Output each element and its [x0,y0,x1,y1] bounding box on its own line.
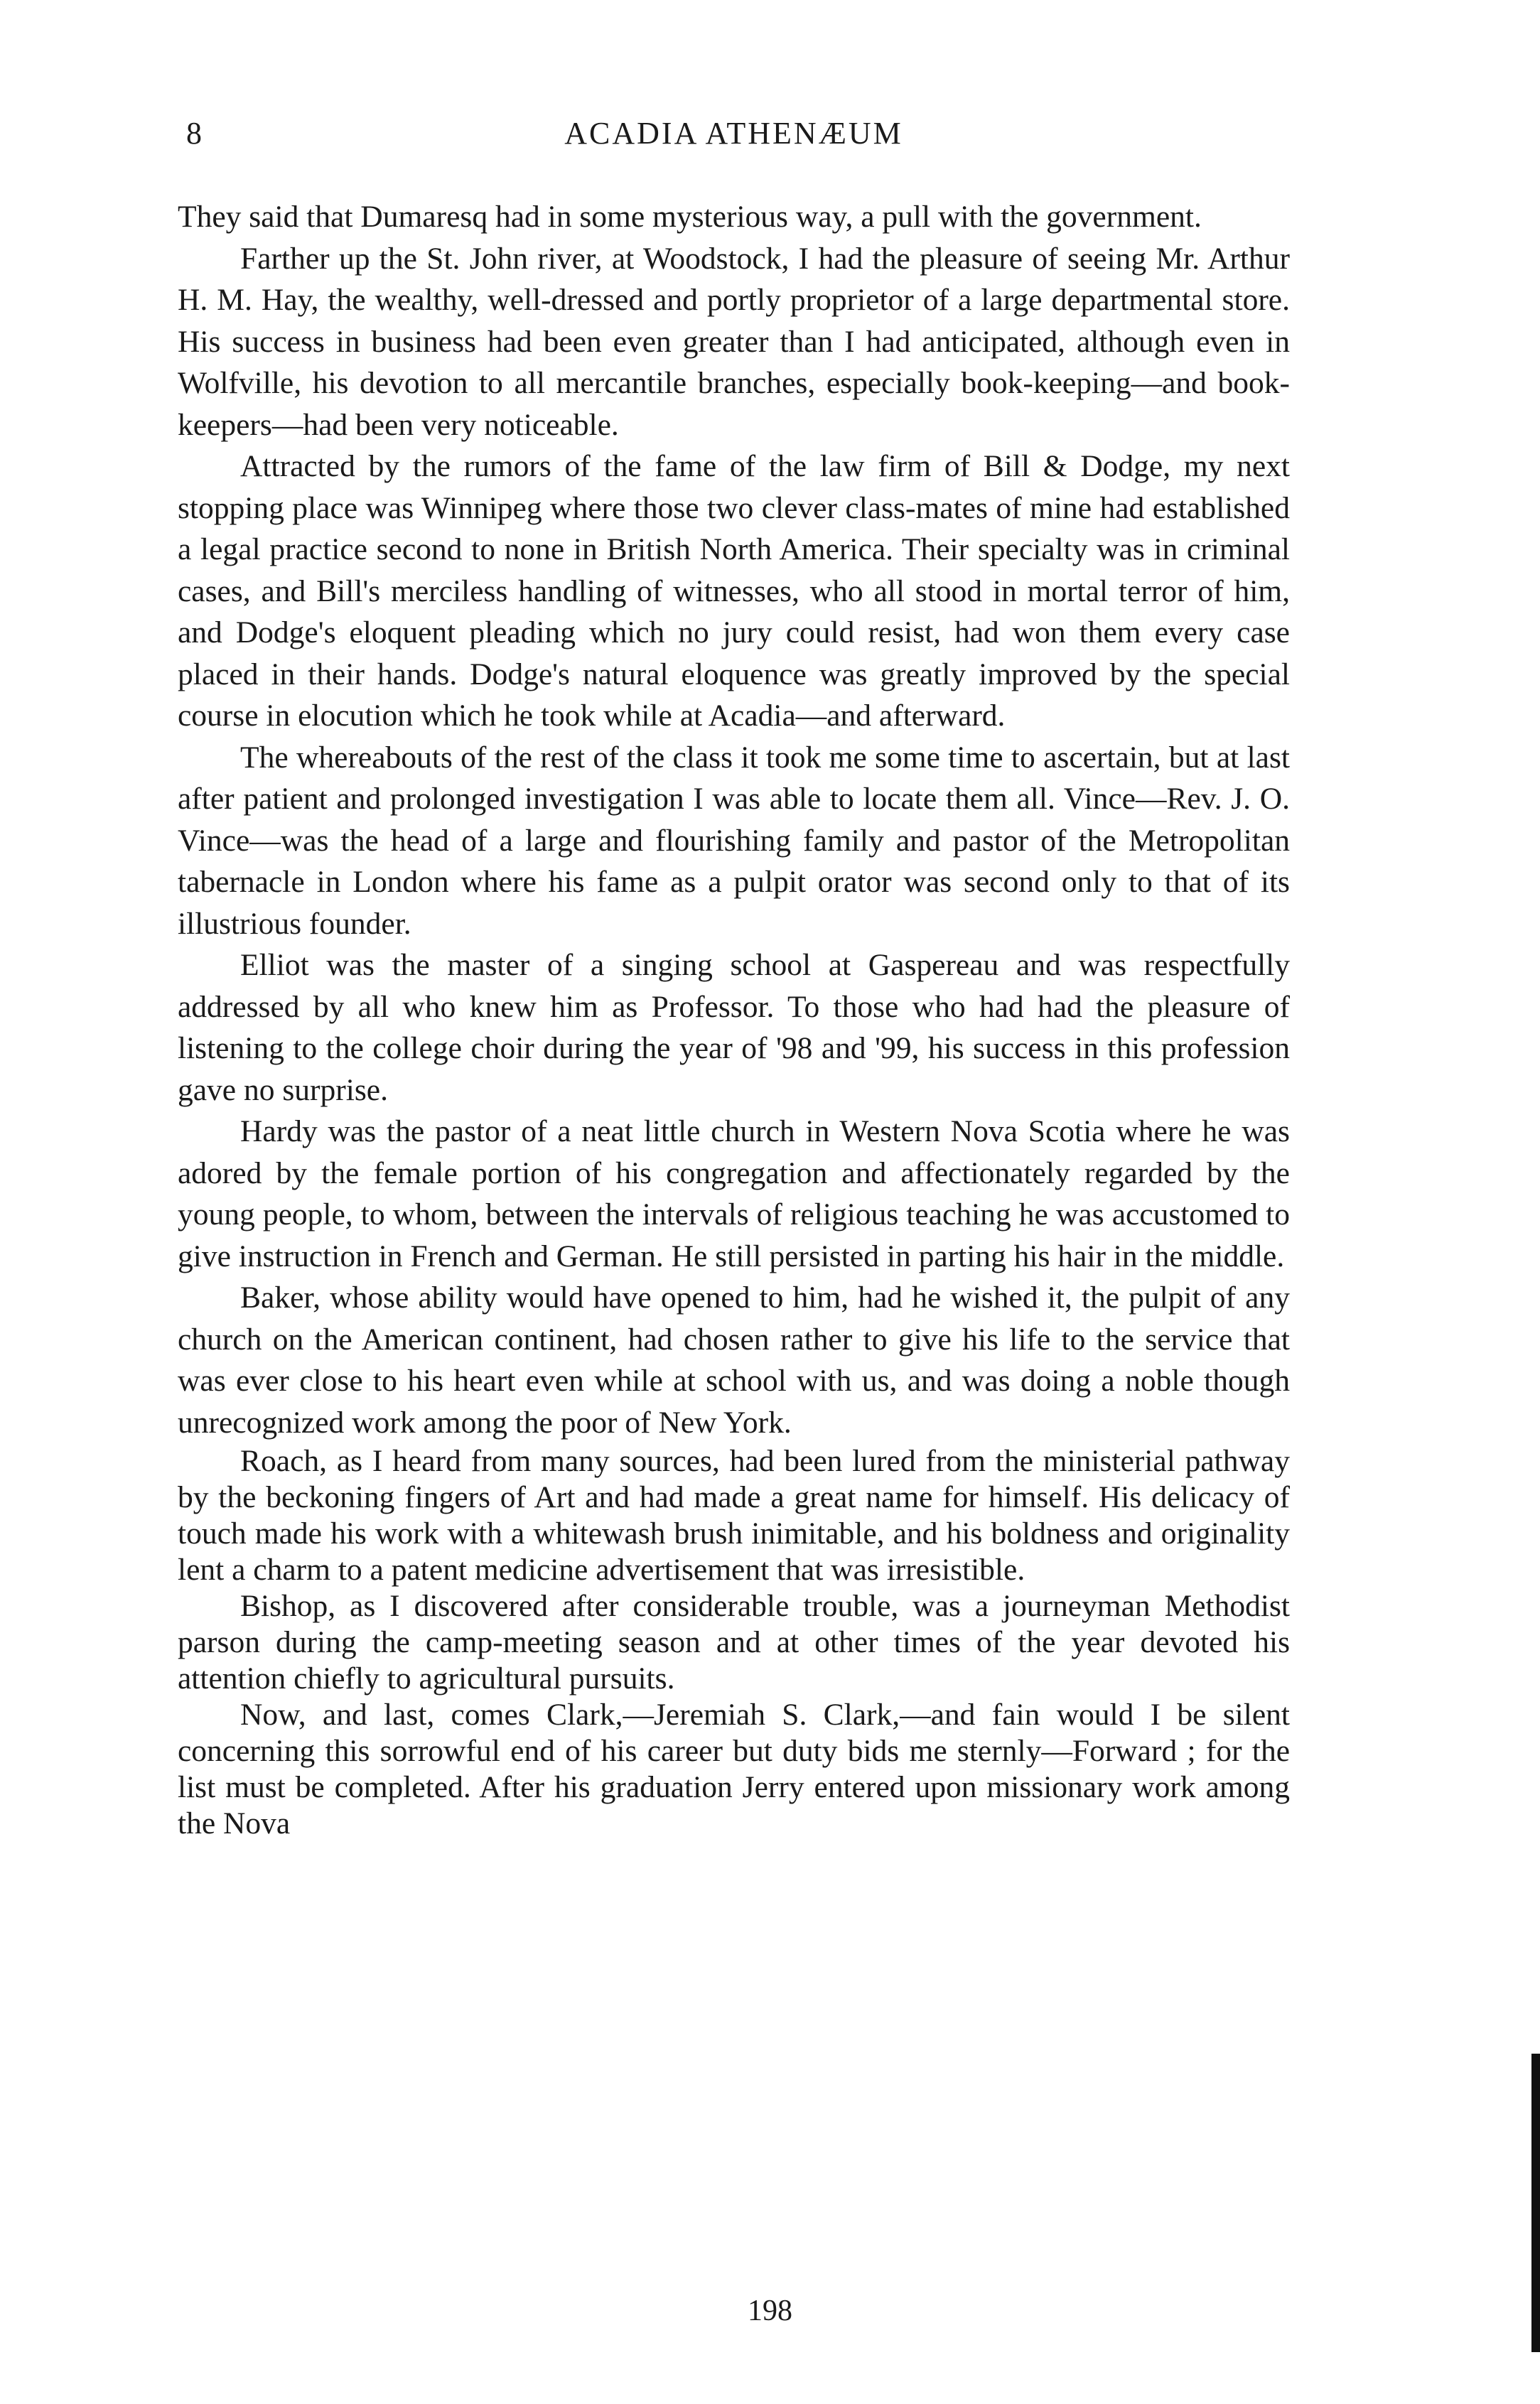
paragraph: Roach, as I heard from many sources, had been lured from the ministerial pathway by the beckoning fingers of Art and had made a great name for himself. His delicacy of touch made his work with a whitewash brush inimitable, and his boldness and originality lent a charm to a patent medicine advertisement that was irresistible. [178,1444,1290,1587]
paragraph: The whereabouts of the rest of the class it took me some time to ascertain, but at last after patient and prolonged investigation I was able to locate them all. Vince—Rev. J. O. Vince—was the head of a large and flourishing family and pastor of the Metropolitan tabernacle in London where his fame as a pulpit orator was second only to that of its illustrious founder. [178,740,1290,941]
paragraph: Hardy was the pastor of a neat little church in Western Nova Scotia where he was adored by the female portion of his congregation and affectionately regarded by the young people, to whom, between the intervals of religious teaching he was accustomed to give instruction in French and German. He still persisted in parting his hair in the middle. [178,1114,1290,1273]
scan-edge-shadow [1531,2054,1540,2352]
paragraph: Baker, whose ability would have opened to him, had he wished it, the pulpit of any church on the American continent, had chosen rather to give his life to the service that was ever close to his heart even while at school with us, and was doing a noble though unrecognized work among the poor of New York. [178,1281,1290,1440]
body-text [178,196,1290,1842]
journal-title: ACADIA ATHENÆUM [564,116,903,151]
paragraph: Attracted by the rumors of the fame of the law firm of Bill & Dodge, my next stopping place was Winnipeg where those two clever class-mates of mine had established a legal practice second to none in British North America. Their specialty was in criminal cases, and Bill's merciless handling of witnesses, who all stood in mortal terror of him, and Dodge's eloquent pleading which no jury could resist, had won them every case placed in their hands. Dodge's natural eloquence was greatly improved by the special course in elocution which he took while at Acadia—and afterward. [178,449,1290,733]
paragraph: Elliot was the master of a singing school at Gaspereau and was respectfully addressed by all who knew him as Professor. To those who had had the pleasure of listening to the college choir during the year of '98 and '99, his success in this profession gave no surprise. [178,948,1290,1107]
page [178,107,1290,1842]
paragraph: Now, and last, comes Clark,—Jeremiah S. Clark,—and fain would I be silent concerning this sorrowful end of his career but duty bids me sternly—Forward ; for the list must be completed. After his graduation Jerry entered upon missionary work among the Nova [178,1698,1290,1840]
paragraph: Bishop, as I discovered after considerable trouble, was a journeyman Methodist parson during the camp-meeting season and at other times of the year devoted his attention chiefly to agricultural pursuits. [178,1589,1290,1696]
paragraph: Farther up the St. John river, at Woodstock, I had the pleasure of seeing Mr. Arthur H. M. Hay, the wealthy, well-dressed and portly proprietor of a large departmental store. His success in business had been even greater than I had anticipated, although even in Wolfville, his devotion to all mercantile branches, especially book-keeping—and book-keepers—had been very noticeable. [178,241,1290,442]
running-head [178,107,1290,163]
page-number: 8 [186,116,203,151]
folio: 198 [748,2295,792,2327]
paragraph: They said that Dumaresq had in some mysterious way, a pull with the government. [178,200,1202,234]
